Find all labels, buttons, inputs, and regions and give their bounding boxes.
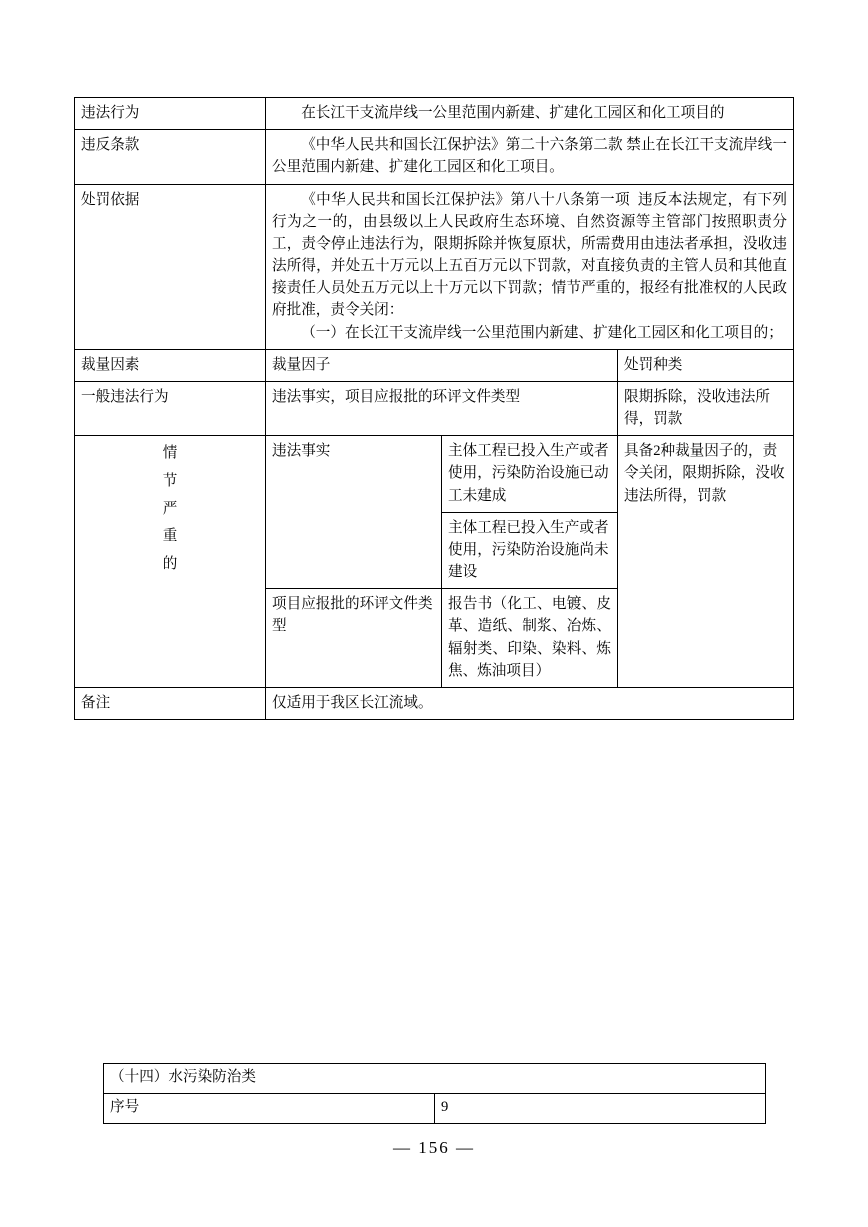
table-row-category bbox=[104, 1064, 766, 1094]
serious-violation-vertical-text: 情 节 严 重 的 bbox=[162, 445, 178, 573]
serious-violation-punish: 具备2种裁量因子的，责令关闭，限期拆除，没收违法所得，罚款 bbox=[618, 436, 794, 688]
table-row-illegal-act bbox=[75, 98, 794, 130]
serious-sub-label-fact: 违法事实 bbox=[266, 436, 442, 589]
serious-sub-label-eia: 项目应报批的环评文件类型 bbox=[266, 589, 442, 688]
row-label-penalty-basis: 处罚依据 bbox=[75, 184, 266, 349]
table-row-remark bbox=[75, 687, 794, 719]
remark-label: 备注 bbox=[75, 687, 266, 719]
general-violation-punish: 限期拆除，没收违法所得，罚款 bbox=[618, 381, 794, 435]
category-label: （十四）水污染防治类 bbox=[104, 1064, 766, 1094]
penalty-discretion-table bbox=[74, 97, 794, 720]
row-label-violated-clause: 违反条款 bbox=[75, 130, 266, 184]
table-row-index bbox=[104, 1093, 766, 1123]
general-violation-factor: 违法事实，项目应报批的环评文件类型 bbox=[266, 381, 618, 435]
general-violation-label: 一般违法行为 bbox=[75, 381, 266, 435]
table-row-general-violation bbox=[75, 381, 794, 435]
table-row-violated-clause bbox=[75, 130, 794, 184]
penalty-basis-paragraph-1: 《中华人民共和国长江保护法》第八十八条第一项 违反本法规定，有下列行为之一的，由县级以上人民政府生态环境、自然资源等主管部门按照职责分工，责令停止违法行为，限期拆除并恢复原状，所需费用由违法者承担，没收违法所得，并处五十万元以上五百万元以下罚款，对直接负责的主管人员和其他直接责任人员处五万元以上十万元以下罚款；情节严重的，报经有批准权的人民政府批准，责令关闭： bbox=[272, 191, 787, 319]
table-row-serious-fact-1 bbox=[75, 436, 794, 513]
page-number: — 156 — bbox=[393, 1138, 475, 1157]
discretion-factor-title: 裁量因子 bbox=[266, 349, 618, 381]
table-row-discretion-header bbox=[75, 349, 794, 381]
serious-fact-item-2: 主体工程已投入生产或者使用，污染防治设施尚未建设 bbox=[442, 512, 618, 589]
punish-type-title: 处罚种类 bbox=[618, 349, 794, 381]
serious-violation-vertical-label bbox=[75, 436, 266, 688]
row-content-illegal-act: 在长江干支流岸线一公里范围内新建、扩建化工园区和化工项目的 bbox=[266, 98, 794, 130]
serious-fact-item-1: 主体工程已投入生产或者使用，污染防治设施已动工未建成 bbox=[442, 436, 618, 513]
row-content-violated-clause: 《中华人民共和国长江保护法》第二十六条第二款 禁止在长江干支流岸线一公里范围内新建、扩建化工园区和化工项目。 bbox=[266, 130, 794, 184]
index-label: 序号 bbox=[104, 1093, 435, 1123]
remark-content: 仅适用于我区长江流域。 bbox=[266, 687, 794, 719]
penalty-basis-paragraph-2: （一）在长江干支流岸线一公里范围内新建、扩建化工园区和化工项目的； bbox=[301, 324, 783, 341]
category-index-table bbox=[103, 1063, 766, 1124]
index-value: 9 bbox=[435, 1093, 766, 1123]
discretion-factor-label: 裁量因素 bbox=[75, 349, 266, 381]
row-content-penalty-basis bbox=[266, 184, 794, 349]
serious-eia-item-1: 报告书（化工、电镀、皮革、造纸、制浆、冶炼、辐射类、印染、染料、炼焦、炼油项目） bbox=[442, 589, 618, 688]
row-label-illegal-act: 违法行为 bbox=[75, 98, 266, 130]
table-row-penalty-basis bbox=[75, 184, 794, 349]
